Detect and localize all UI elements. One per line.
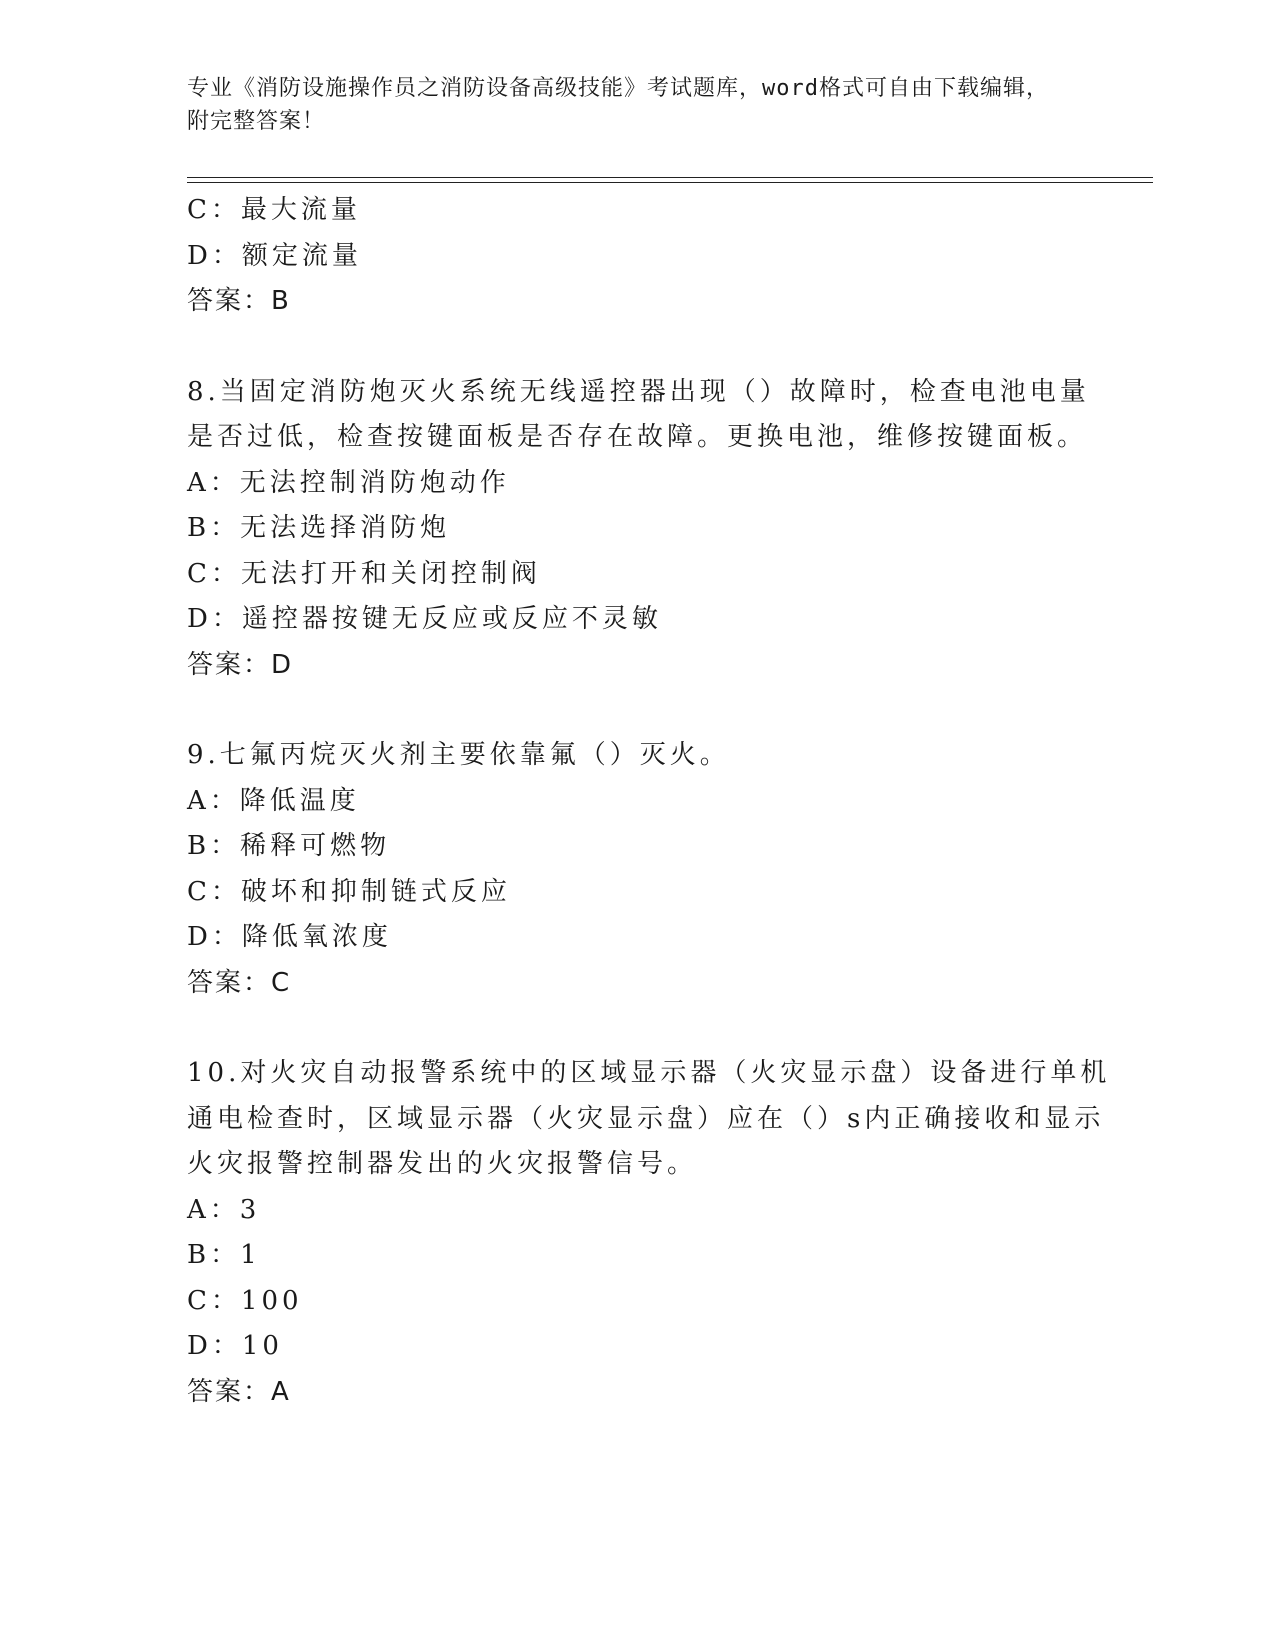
header-rule-bottom bbox=[187, 182, 1153, 183]
option-d: D：10 bbox=[187, 1331, 283, 1361]
question-stem-line: 通电检查时，区域显示器（火灾显示盘）应在（）s内正确接收和显示 bbox=[187, 1103, 1105, 1134]
answer-line: 答案：A bbox=[187, 1376, 291, 1407]
answer-line: 答案：C bbox=[187, 967, 292, 998]
question-10 bbox=[187, 1051, 1111, 1415]
option-c: C：最大流量 bbox=[187, 195, 361, 225]
option-c: C：100 bbox=[187, 1285, 303, 1316]
question-stem-line: 是否过低，检查按键面板是否存在故障。更换电池，维修按键面板。 bbox=[187, 422, 1088, 452]
header-rule-top bbox=[187, 177, 1153, 178]
answer-line: 答案：B bbox=[187, 286, 291, 316]
option-a: A：降低温度 bbox=[187, 785, 360, 816]
option-b: B：稀释可燃物 bbox=[187, 831, 391, 861]
question-stem-line: 10.对火灾自动报警系统中的区域显示器（火灾显示盘）设备进行单机 bbox=[187, 1058, 1111, 1088]
question-continuation bbox=[187, 188, 1087, 325]
question-8 bbox=[187, 370, 1090, 689]
option-a: A：无法控制消防炮动作 bbox=[187, 467, 510, 498]
question-stem-line: 火灾报警控制器发出的火灾报警信号。 bbox=[187, 1149, 698, 1179]
option-b: B：无法选择消防炮 bbox=[187, 513, 451, 543]
option-c: C：无法打开和关闭控制阀 bbox=[187, 558, 541, 589]
option-d: D：降低氧浓度 bbox=[187, 922, 392, 952]
question-9 bbox=[187, 733, 1087, 1006]
question-content bbox=[187, 188, 1111, 1415]
question-stem-line: 9.七氟丙烷灭火剂主要依靠氟（）灭火。 bbox=[187, 740, 730, 770]
option-d: D：遥控器按键无反应或反应不灵敏 bbox=[187, 604, 662, 634]
option-c: C：破坏和抑制链式反应 bbox=[187, 876, 511, 907]
option-b: B：1 bbox=[187, 1240, 261, 1270]
option-a: A：3 bbox=[187, 1194, 261, 1225]
document-header: 专业《消防设施操作员之消防设备高级技能》考试题库，word格式可自由下载编辑，附完整答案！ bbox=[187, 76, 1049, 134]
answer-line: 答案：D bbox=[187, 649, 294, 680]
question-stem-line: 8.当固定消防炮灭火系统无线遥控器出现（）故障时，检查电池电量 bbox=[187, 376, 1090, 407]
option-d: D：额定流量 bbox=[187, 240, 362, 271]
